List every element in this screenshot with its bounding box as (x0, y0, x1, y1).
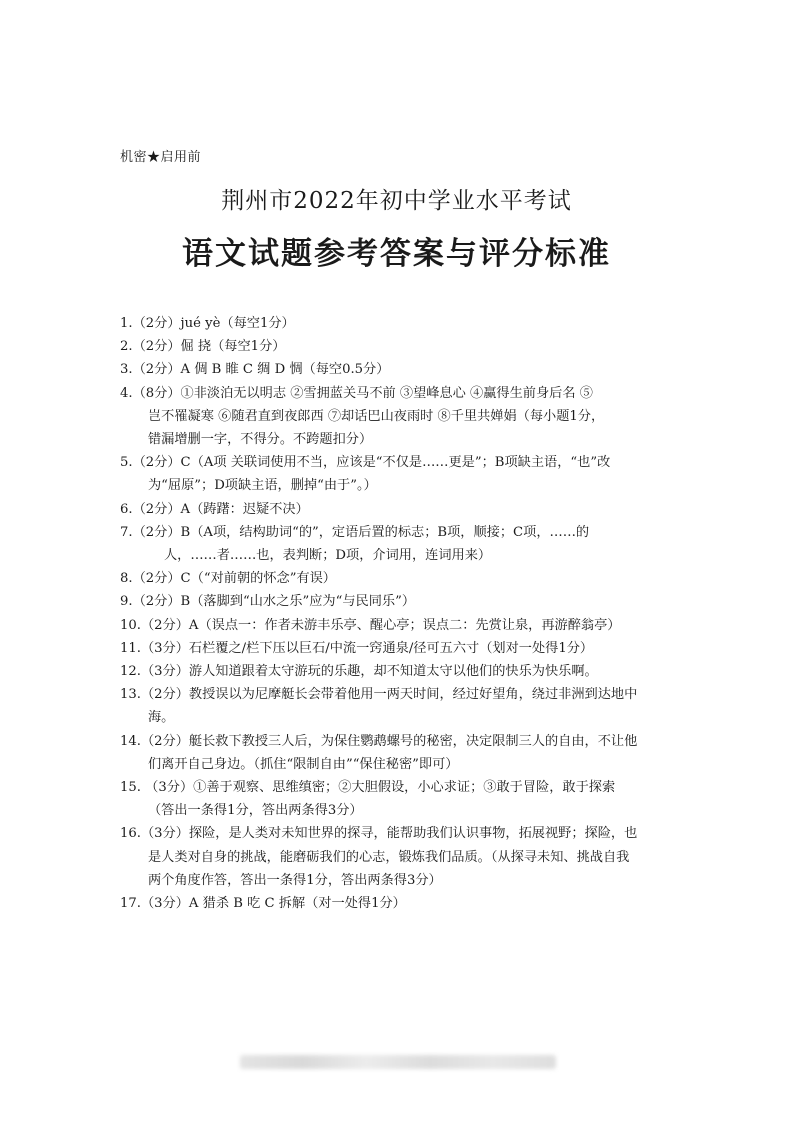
answer-first-line (120, 637, 680, 660)
answer-body (120, 892, 680, 915)
blurred-watermark (240, 1055, 556, 1069)
answer-body (120, 730, 680, 776)
answer-continuation-line: 是人类对自身的挑战，能磨砺我们的心志，锻炼我们品质。（从探寻未知、挑战自我 (148, 849, 630, 865)
answer-text: （2分）jué yè（每空1分） (132, 316, 295, 331)
answer-body (120, 683, 680, 729)
answer-first-line (120, 776, 680, 799)
answer-number: 10. (120, 617, 141, 633)
answer-text: （3分）游人知道跟着太守游玩的乐趣，却不知道太守以他们的快乐为快乐啊。 (140, 664, 598, 680)
answer-continuation-line: 海。 (148, 710, 175, 726)
answer-text: （2分）C（“对前朝的怀念”有误） (132, 571, 336, 587)
answer-first-line (120, 683, 680, 706)
answer-item (120, 776, 680, 822)
answer-number: 1. (120, 316, 133, 331)
answer-first-line (120, 892, 680, 915)
answer-number: 7. (120, 524, 133, 540)
answer-first-line (120, 730, 680, 753)
answer-number: 9. (120, 594, 133, 610)
answer-item (120, 312, 680, 335)
answer-number: 11. (120, 640, 141, 656)
answer-item (120, 335, 680, 358)
answer-body (120, 614, 680, 637)
answer-body (120, 312, 680, 335)
answer-item (120, 382, 680, 452)
answer-item (120, 567, 680, 590)
answer-body (120, 382, 680, 452)
answer-item (120, 892, 680, 915)
answer-body (120, 498, 680, 521)
answer-item (120, 590, 680, 613)
answer-item (120, 822, 680, 892)
confidential-label: 机密★启用前 (120, 150, 202, 165)
answer-body (120, 567, 680, 590)
answer-continuation-line: 为“屈原”；D项缺主语，删掉“由于”。） (148, 478, 377, 494)
answer-first-line (120, 590, 680, 613)
answer-number: 16. (120, 826, 141, 842)
answer-body (120, 660, 680, 683)
answer-text: （2分）B（A项，结构助词“的”，定语后置的标志；B项，顺接；C项，……的 (132, 524, 590, 540)
answer-body (120, 637, 680, 660)
answer-body (120, 590, 680, 613)
answer-number: 6. (120, 501, 133, 517)
answer-item (120, 358, 680, 381)
answer-text: （3分）A 猎杀 B 吃 C 拆解（对一处得1分） (140, 896, 406, 912)
answer-number: 15. (120, 780, 141, 796)
answer-text: （2分）艇长救下教授三人后，为保住鹦鹉螺号的秘密，决定限制三人的自由，不让他 (140, 733, 638, 749)
answer-continuation-line: （答出一条得1分，答出两条得3分） (148, 803, 363, 819)
answer-body (120, 521, 680, 567)
answer-text: （2分）教授误以为尼摩艇长会带着他用一两天时间，经过好望角，绕过非洲到达地中 (140, 687, 638, 703)
answer-first-line (120, 660, 680, 683)
answer-text: （3分）探险，是人类对未知世界的探寻，能帮助我们认识事物，拓展视野；探险，也 (140, 826, 638, 842)
answer-list (120, 312, 680, 915)
answer-body (120, 358, 680, 381)
answer-text: （8分）①非淡泊无以明志 ②雪拥蓝关马不前 ③望峰息心 ④赢得生前身后名 ⑤ (132, 385, 593, 401)
answer-number: 17. (120, 896, 141, 912)
answer-item (120, 660, 680, 683)
answer-first-line (120, 521, 680, 544)
answer-first-line (120, 822, 680, 845)
answer-continuation-line: 错漏增删一字，不得分。不跨题扣分） (148, 432, 373, 448)
exam-title: 荆州市2022年初中学业水平考试 (221, 188, 572, 214)
answer-text: （2分）A（误点一：作者未游丰乐亭、醒心亭；误点二：先赏让泉，再游醉翁亭） (140, 617, 621, 633)
answer-item (120, 614, 680, 637)
answer-text: （3分）石栏覆之/栏下压以巨石/中流一窍通泉/径可五六寸（划对一处得1分） (140, 640, 594, 656)
answer-body (120, 451, 680, 497)
answer-text: （3分）①善于观察、思维缜密；②大胆假设，小心求证；③敢于冒险，敢于探索 (140, 780, 616, 796)
answer-body (120, 822, 680, 892)
answer-text: （2分）A 倜 B 睢 C 绸 D 惆（每空0.5分） (132, 362, 390, 378)
answer-number: 2. (120, 339, 133, 355)
answer-number: 12. (120, 664, 141, 680)
answer-number: 3. (120, 362, 133, 378)
answer-continuation-line: 人，……者……也，表判断；D项，介词用，连词用来） (164, 548, 492, 564)
answer-body (120, 776, 680, 822)
answer-first-line (120, 358, 680, 381)
answer-item (120, 521, 680, 567)
answer-first-line (120, 567, 680, 590)
answer-item (120, 451, 680, 497)
answer-number: 8. (120, 571, 133, 587)
answer-text: （2分）A（踌躇：迟疑不决） (132, 501, 309, 517)
answer-first-line (120, 614, 680, 637)
answer-number: 5. (120, 455, 133, 471)
answer-number: 14. (120, 733, 141, 749)
answer-continuation-line: 岂不罹凝寒 ⑥随君直到夜郎西 ⑦却话巴山夜雨时 ⑧千里共婵娟（每小题1分， (148, 408, 605, 424)
answer-text: （2分）C（A项 关联词使用不当，应该是“不仅是……更是”；B项缺主语，“也”改 (132, 455, 611, 471)
answer-body (120, 335, 680, 358)
answer-text: （2分）倔 挠（每空1分） (132, 339, 286, 355)
answer-item (120, 498, 680, 521)
answer-first-line (120, 335, 680, 358)
answer-number: 13. (120, 687, 141, 703)
answer-first-line (120, 312, 680, 335)
document-title: 语文试题参考答案与评分标准 (182, 236, 611, 272)
answer-number: 4. (120, 385, 133, 401)
answer-item (120, 637, 680, 660)
answer-item (120, 730, 680, 776)
answer-continuation-line: 两个角度作答，答出一条得1分，答出两条得3分） (148, 872, 442, 888)
answer-first-line (120, 382, 680, 405)
answer-first-line (120, 498, 680, 521)
answer-item (120, 683, 680, 729)
answer-text: （2分）B（落脚到“山水之乐”应为“与民同乐”） (132, 594, 416, 610)
answer-continuation-line: 们离开自己身边。（抓住“限制自由”“保住秘密”即可） (148, 756, 459, 772)
answer-first-line (120, 451, 680, 474)
